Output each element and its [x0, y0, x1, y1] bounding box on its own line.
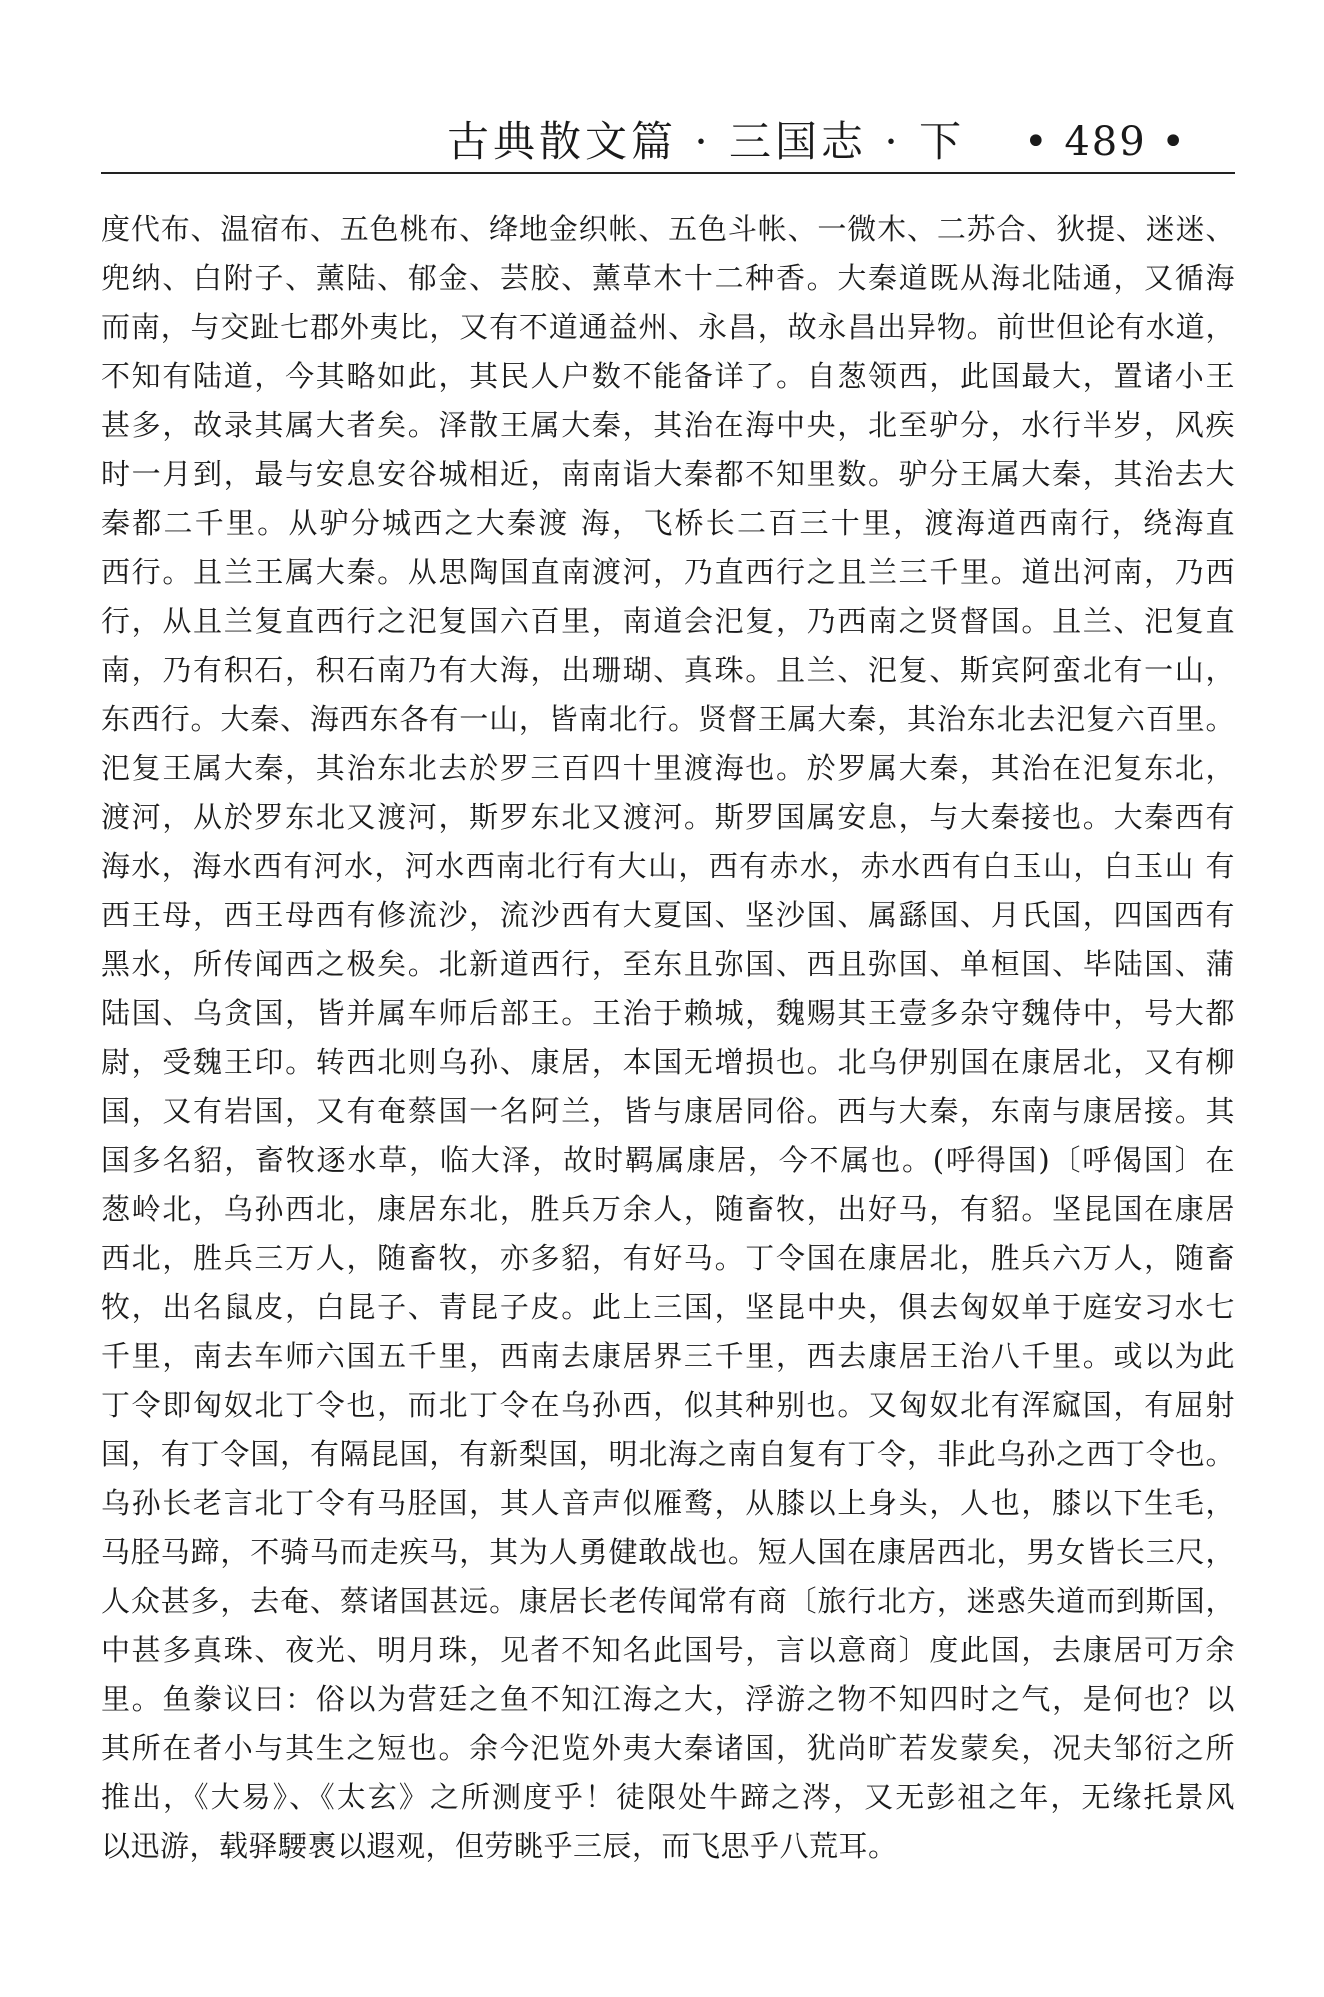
text-line: 汜复王属大秦，其治东北去於罗三百四十里渡海也。於罗属大秦，其治在汜复东北，	[101, 751, 1235, 785]
text-line: 甚多，故录其属大者矣。泽散王属大秦，其治在海中央，北至驴分，水行半岁，风疾	[101, 408, 1235, 442]
page-header	[101, 112, 1235, 172]
body-text	[101, 205, 1235, 1871]
text-line: 不知有陆道，今其略如此，其民人户数不能备详了。自葱领西，此国最大，置诸小王	[101, 359, 1235, 393]
header-rule	[101, 172, 1235, 174]
text-line: 渡河，从於罗东北又渡河，斯罗东北又渡河。斯罗国属安息，与大秦接也。大秦西有	[101, 800, 1235, 834]
running-title: 古典散文篇 · 三国志 · 下	[447, 117, 966, 166]
text-line: 兜纳、白附子、薰陆、郁金、芸胶、薰草木十二种香。大秦道既从海北陆通，又循海	[101, 261, 1235, 295]
text-line: 行，从且兰复直西行之汜复国六百里，南道会汜复，乃西南之贤督国。且兰、汜复直	[101, 604, 1235, 638]
page-number: • 489 •	[1024, 119, 1187, 165]
text-line: 黑水，所传闻西之极矣。北新道西行，至东且弥国、西且弥国、单桓国、毕陆国、蒲	[101, 947, 1235, 981]
text-line: 国，有丁令国，有隔昆国，有新梨国，明北海之南自复有丁令，非此乌孙之西丁令也。	[101, 1437, 1235, 1471]
text-line: 西北，胜兵三万人，随畜牧，亦多貂，有好马。丁令国在康居北，胜兵六万人，随畜	[101, 1241, 1235, 1275]
text-line: 乌孙长老言北丁令有马胫国，其人音声似雁鹜，从膝以上身头，人也，膝以下生毛，	[101, 1486, 1235, 1520]
text-line: 国，又有岩国，又有奄蔡国一名阿兰，皆与康居同俗。西与大秦，东南与康居接。其	[101, 1094, 1235, 1128]
text-line: 千里，南去车师六国五千里，西南去康居界三千里，西去康居王治八千里。或以为此	[101, 1339, 1235, 1373]
text-line: 而南，与交趾七郡外夷比，又有不道通益州、永昌，故永昌出异物。前世但论有水道，	[101, 310, 1235, 344]
text-line: 南，乃有积石，积石南乃有大海，出珊瑚、真珠。且兰、汜复、斯宾阿蛮北有一山，	[101, 653, 1235, 687]
text-line: 人众甚多，去奄、蔡诸国甚远。康居长老传闻常有商〔旅行北方，迷惑失道而到斯国，	[101, 1584, 1235, 1618]
text-line: 丁令即匈奴北丁令也，而北丁令在乌孙西，似其种别也。又匈奴北有浑窳国，有屈射	[101, 1388, 1235, 1422]
text-line: 秦都二千里。从驴分城西之大秦渡 海，飞桥长二百三十里，渡海道西南行，绕海直	[101, 506, 1235, 540]
text-line: 马胫马蹄，不骑马而走疾马，其为人勇健敢战也。短人国在康居西北，男女皆长三尺，	[101, 1535, 1235, 1569]
text-line: 陆国、乌贪国，皆并属车师后部王。王治于赖城，魏赐其王壹多杂守魏侍中，号大都	[101, 996, 1235, 1030]
text-line: 海水，海水西有河水，河水西南北行有大山，西有赤水，赤水西有白玉山，白玉山 有	[101, 849, 1235, 883]
text-line: 西王母，西王母西有修流沙，流沙西有大夏国、坚沙国、属繇国、月氏国，四国西有	[101, 898, 1235, 932]
text-line: 西行。且兰王属大秦。从思陶国直南渡河，乃直西行之且兰三千里。道出河南，乃西	[101, 555, 1235, 589]
text-line: 牧，出名鼠皮，白昆子、青昆子皮。此上三国，坚昆中央，俱去匈奴单于庭安习水七	[101, 1290, 1235, 1324]
text-line: 时一月到，最与安息安谷城相近，南南诣大秦都不知里数。驴分王属大秦，其治去大	[101, 457, 1235, 491]
text-line: 以迅游，载驿騕褭以遐观，但劳眺乎三辰，而飞思乎八荒耳。	[101, 1829, 898, 1863]
text-line: 度代布、温宿布、五色桃布、绛地金织帐、五色斗帐、一微木、二苏合、狄提、迷迷、	[101, 212, 1235, 246]
text-line: 里。鱼豢议曰：俗以为营廷之鱼不知江海之大，浮游之物不知四时之气，是何也？以	[101, 1682, 1235, 1716]
text-line: 尉，受魏王印。转西北则乌孙、康居，本国无增损也。北乌伊别国在康居北，又有柳	[101, 1045, 1235, 1079]
text-line: 推出，《大易》、《太玄》之所测度乎！徒限处牛蹄之涔，又无彭祖之年，无缘托景风	[101, 1780, 1235, 1814]
text-line: 葱岭北，乌孙西北，康居东北，胜兵万余人，随畜牧，出好马，有貂。坚昆国在康居	[101, 1192, 1235, 1226]
text-line: 东西行。大秦、海西东各有一山，皆南北行。贤督王属大秦，其治东北去汜复六百里。	[101, 702, 1235, 736]
text-line: 国多名貂，畜牧逐水草，临大泽，故时羁属康居，今不属也。(呼得国)〔呼偈国〕在	[101, 1143, 1235, 1177]
text-line: 中甚多真珠、夜光、明月珠，见者不知名此国号，言以意商〕度此国，去康居可万余	[101, 1633, 1235, 1667]
text-line: 其所在者小与其生之短也。余今汜览外夷大秦诸国，犹尚旷若发蒙矣，况夫邹衍之所	[101, 1731, 1235, 1765]
